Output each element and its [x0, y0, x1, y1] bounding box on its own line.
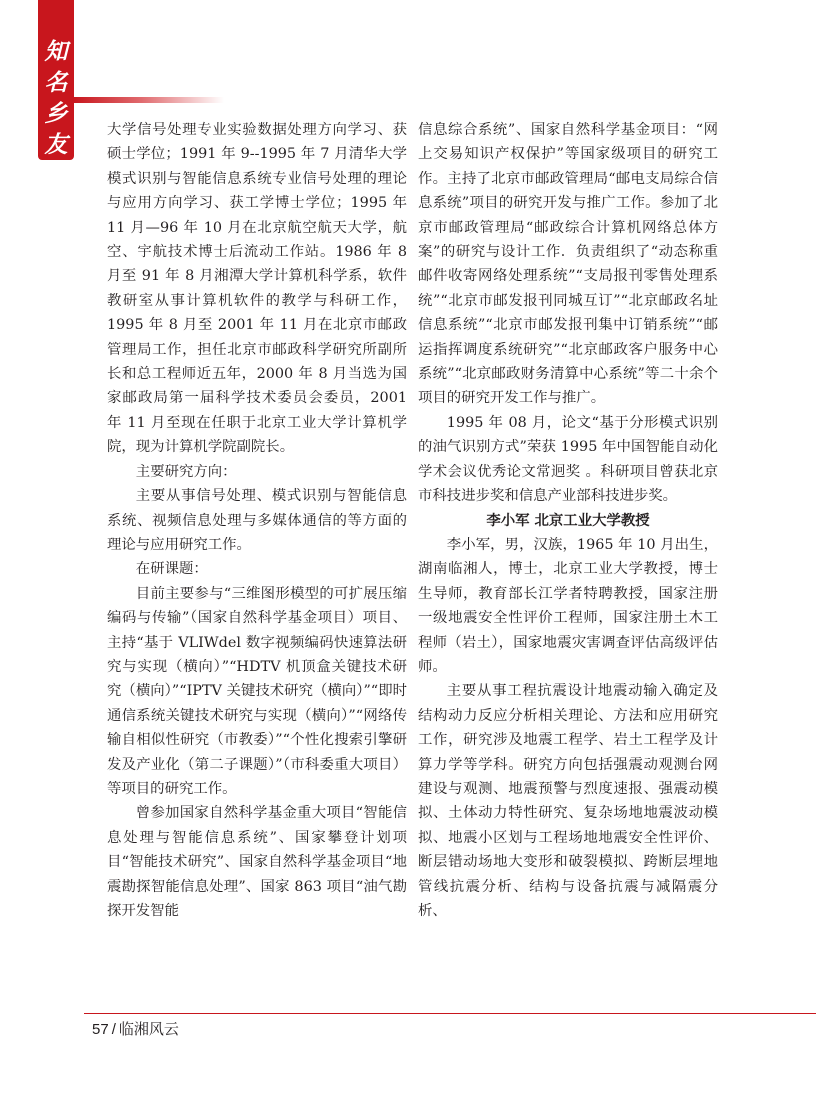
paragraph: 目前主要参与“三维图形模型的可扩展压缩编码与传输”（国家自然科学基金项目）项目、主持“基于 VLIWdel 数字视频编码快速算法研究与实现（横向）”“HDTV 机顶盒关键技术研究（横向）”“IPTV 关键技术研究（横向）”“即时通信系统关键技术研究与实现（横向）”“网络传输自相似性研究（市教委）”“个性化搜索引擎研发及产业化（第二子课题）”（市科委重大项目）等项目的研究工作。 — [107, 585, 407, 797]
folio-separator: / — [111, 1021, 116, 1038]
footer-rule — [84, 1013, 816, 1014]
folio — [92, 1018, 179, 1039]
paragraph: 在研课题： — [135, 561, 208, 578]
right-column — [418, 118, 718, 923]
section-char: 知 — [44, 38, 68, 65]
page-number: 57 — [92, 1021, 109, 1038]
paragraph: 主要研究方向： — [135, 463, 237, 480]
paragraph: 大学信号处理专业实验数据处理方向学习、获硕士学位；1991 年 9--1995 年 7 月清华大学模式识别与智能信息系统专业信号处理的理论与应用方向学习、获工学博士学位；1995 年 11 月—96 年 10 月在北京航空航天大学，航空、宇航技术博士后流动工作站。1986 年 8 月至 91 年 8 月湘潭大学计算机科学系，软件教研室从事计算机软件的教学与科研工作，1995 年 8 月至 2001 年 11 月在北京市邮政管理局工作，担任北京市邮政科学研究所副所长和总工程师近五年，2000 年 8 月当选为国家邮政局第一届科学技术委员会委员，2001 年 11 月至现在任职于北京工业大学计算机学院，现为计算机学院副院长。 — [107, 122, 407, 456]
paragraph: 主要从事信号处理、模式识别与智能信息系统、视频信息处理与多媒体通信的等方面的理论与应用研究工作。 — [107, 488, 407, 553]
left-column — [107, 118, 407, 923]
profile-heading: 李小军 北京工业大学教授 — [486, 512, 650, 529]
section-char: 乡 — [44, 100, 68, 127]
section-char: 友 — [44, 131, 68, 158]
paragraph: 信息综合系统”、国家自然科学基金项目：“网上交易知识产权保护”等国家级项目的研究工作。主持了北京市邮政管理局“邮电支局综合信息系统”项目的研究开发与推广工作。参加了北京市邮政管理局“邮政综合计算机网络总体方案”的研究与设计工作．负责组织了“动态称重邮件收寄网络处理系统”“支局报刊零售处理系统”“北京市邮发报刊同城互订”“北京邮政名址信息系统”“北京市邮发报刊集中订销系统”“邮运指挥调度系统研究”“北京邮政客户服务中心系统”“北京邮政财务清算中心系统”等二十余个项目的研究开发工作与推广。 — [418, 122, 718, 407]
magazine-name: 临湘风云 — [118, 1021, 179, 1038]
paragraph: 主要从事工程抗震设计地震动输入确定及结构动力反应分析相关理论、方法和应用研究工作，研究涉及地震工程学、岩土工程学及计算力学等学科。研究方向包括强震动观测台网建设与观测、地震预警与烈度速报、强震动模拟、土体动力特性研究、复杂场地地震波动模拟、地震小区划与工程场地地震安全性评价、断层错动场地大变形和破裂模拟、跨断层埋地管线抗震分析、结构与设备抗震与减隔震分析、 — [418, 683, 718, 919]
header-rule — [74, 97, 224, 103]
paragraph: 1995 年 08 月，论文“基于分形模式识别的油气识别方式”荣获 1995 年中国智能自动化学术会议优秀论文常迥奖 。科研项目曾获北京市科技进步奖和信息产业部科技进步奖。 — [418, 414, 718, 505]
paragraph: 曾参加国家自然科学基金重大项目“智能信息处理与智能信息系统”、国家攀登计划项目“智能技术研究”、国家自然科学基金项目“地震勘探智能信息处理”、国家 863 项目“油气勘探开发智能 — [107, 805, 407, 919]
section-tab — [38, 0, 74, 160]
section-char: 名 — [44, 69, 68, 96]
paragraph: 李小军，男，汉族，1965 年 10 月出生，湖南临湘人，博士，北京工业大学教授，博士生导师，教育部长江学者特聘教授，国家注册一级地震安全性评价工程师，国家注册土木工程师（岩土），国家地震灾害调查评估高级评估师。 — [418, 536, 718, 675]
